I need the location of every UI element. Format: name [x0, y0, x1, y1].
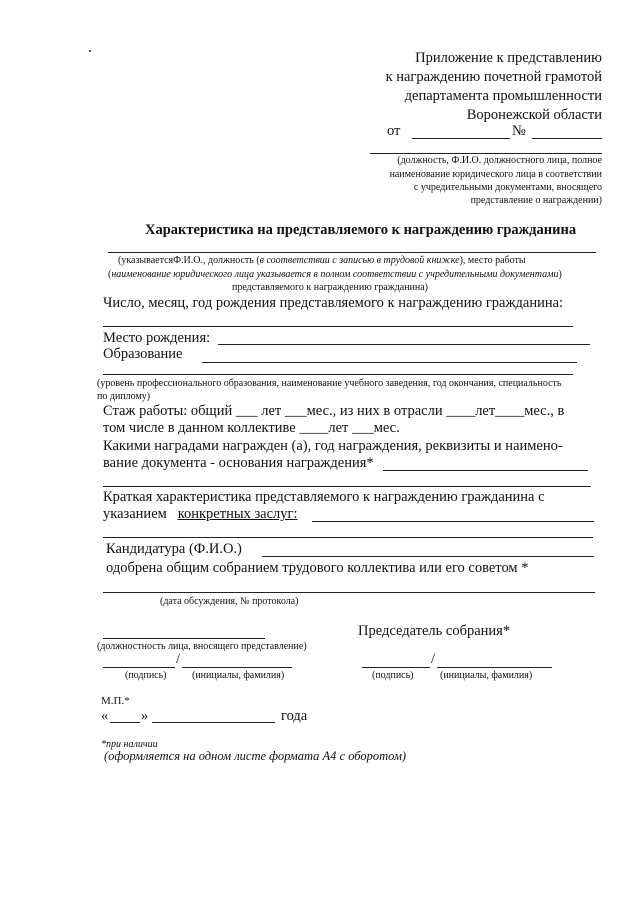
left-initials-note: (инициалы, фамилия) [192, 670, 285, 681]
education-blank-2[interactable] [103, 374, 573, 375]
header-date-prefix: от [387, 123, 401, 139]
education-note-2: по диплому) [97, 391, 151, 402]
approved-label: одобрена общим собранием трудового коллектива или его советом * [106, 560, 529, 576]
header-date-blank[interactable] [412, 138, 510, 139]
header-number-blank[interactable] [532, 138, 602, 139]
right-slash: / [431, 651, 436, 667]
header-number-label: № [512, 123, 526, 139]
header-note-2: наименование юридического лица в соответствии [389, 169, 602, 180]
education-note-1: (уровень профессионального образования, наименование учебного заведения, год окончания, специальность [97, 378, 562, 389]
position-signature-blank[interactable] [103, 638, 265, 639]
birthplace-blank[interactable] [218, 344, 590, 345]
date-open-quote: « [101, 708, 109, 724]
header-note-4: представление о награждении) [470, 195, 602, 206]
experience-line-1: Стаж работы: общий ___ лет ___мес., из них в отрасли ____лет____мес., в [103, 403, 565, 419]
right-initials-note: (инициалы, фамилия) [440, 670, 533, 681]
right-signature-note: (подпись) [372, 670, 414, 681]
header-note-1: (должность, Ф.И.О. должностного лица, полное [397, 155, 602, 166]
right-signature-blank[interactable] [362, 667, 430, 668]
date-close-quote: » [141, 708, 149, 724]
left-slash: / [176, 651, 181, 667]
awards-blank[interactable] [383, 470, 588, 471]
scan-speck [89, 50, 91, 52]
brief-blank[interactable] [312, 521, 594, 522]
birth-blank[interactable] [103, 326, 573, 327]
header-line-1: Приложение к представлению [415, 50, 602, 66]
awards-line-2: вание документа - основания награждения* [103, 455, 374, 471]
chairman-label: Председатель собрания* [358, 623, 511, 639]
position-note: (должностность лица, вносящего представление) [97, 641, 307, 652]
header-note-3: с учредительными документами, вносящего [413, 182, 602, 193]
date-year-word: года [281, 708, 308, 724]
brief-blank-2[interactable] [103, 537, 593, 538]
page-title: Характеристика на представляемого к награждению гражданина [145, 222, 577, 238]
experience-line-2: том числе в данном коллективе ____лет ___мес. [103, 420, 400, 436]
candidacy-label: Кандидатура (Ф.И.О.) [106, 541, 242, 557]
date-day-blank[interactable] [110, 722, 140, 723]
left-signature-blank[interactable] [103, 667, 175, 668]
subtitle-note-3: представляемого к награждению гражданина) [232, 282, 429, 293]
left-initials-blank[interactable] [182, 667, 292, 668]
education-blank[interactable] [202, 362, 577, 363]
candidacy-blank[interactable] [262, 556, 594, 557]
discussion-blank[interactable] [103, 592, 595, 593]
left-signature-note: (подпись) [125, 670, 167, 681]
header-line-4: Воронежской области [466, 107, 602, 123]
birth-label: Число, месяц, год рождения представляемого к награждению гражданина: [103, 295, 564, 311]
brief-line-2: указанием конкретных заслуг: [103, 506, 298, 522]
footer-format-note: (оформляется на одном листе формата А4 с оборотом) [104, 749, 407, 763]
birthplace-label: Место рождения: [103, 330, 211, 346]
right-initials-blank[interactable] [437, 667, 552, 668]
name-position-blank[interactable] [108, 252, 596, 253]
discussion-note: (дата обсуждения, № протокола) [160, 596, 299, 607]
subtitle-note-2: (наименование юридического лица указывается в полном соответствии с учредительными документами) [108, 269, 562, 280]
subtitle-note-1: (указываетсяФ.И.О., должность (в соответствии с записью в трудовой книжке), место работы [118, 255, 526, 266]
date-month-blank[interactable] [152, 722, 275, 723]
awards-line-1: Какими наградами награжден (а), год награждения, реквизиты и наимено- [103, 438, 563, 454]
awards-blank-2[interactable] [103, 486, 591, 487]
header-line-2: к награждению почетной грамотой [385, 69, 602, 85]
header-line-3: департамента промышленности [404, 88, 602, 104]
footer-asterisk-note: *при наличии [101, 739, 158, 750]
stamp-label: М.П.* [101, 695, 130, 707]
brief-line-1: Краткая характеристика представляемого к награждению гражданина с [103, 489, 545, 505]
education-label: Образование [103, 346, 183, 362]
